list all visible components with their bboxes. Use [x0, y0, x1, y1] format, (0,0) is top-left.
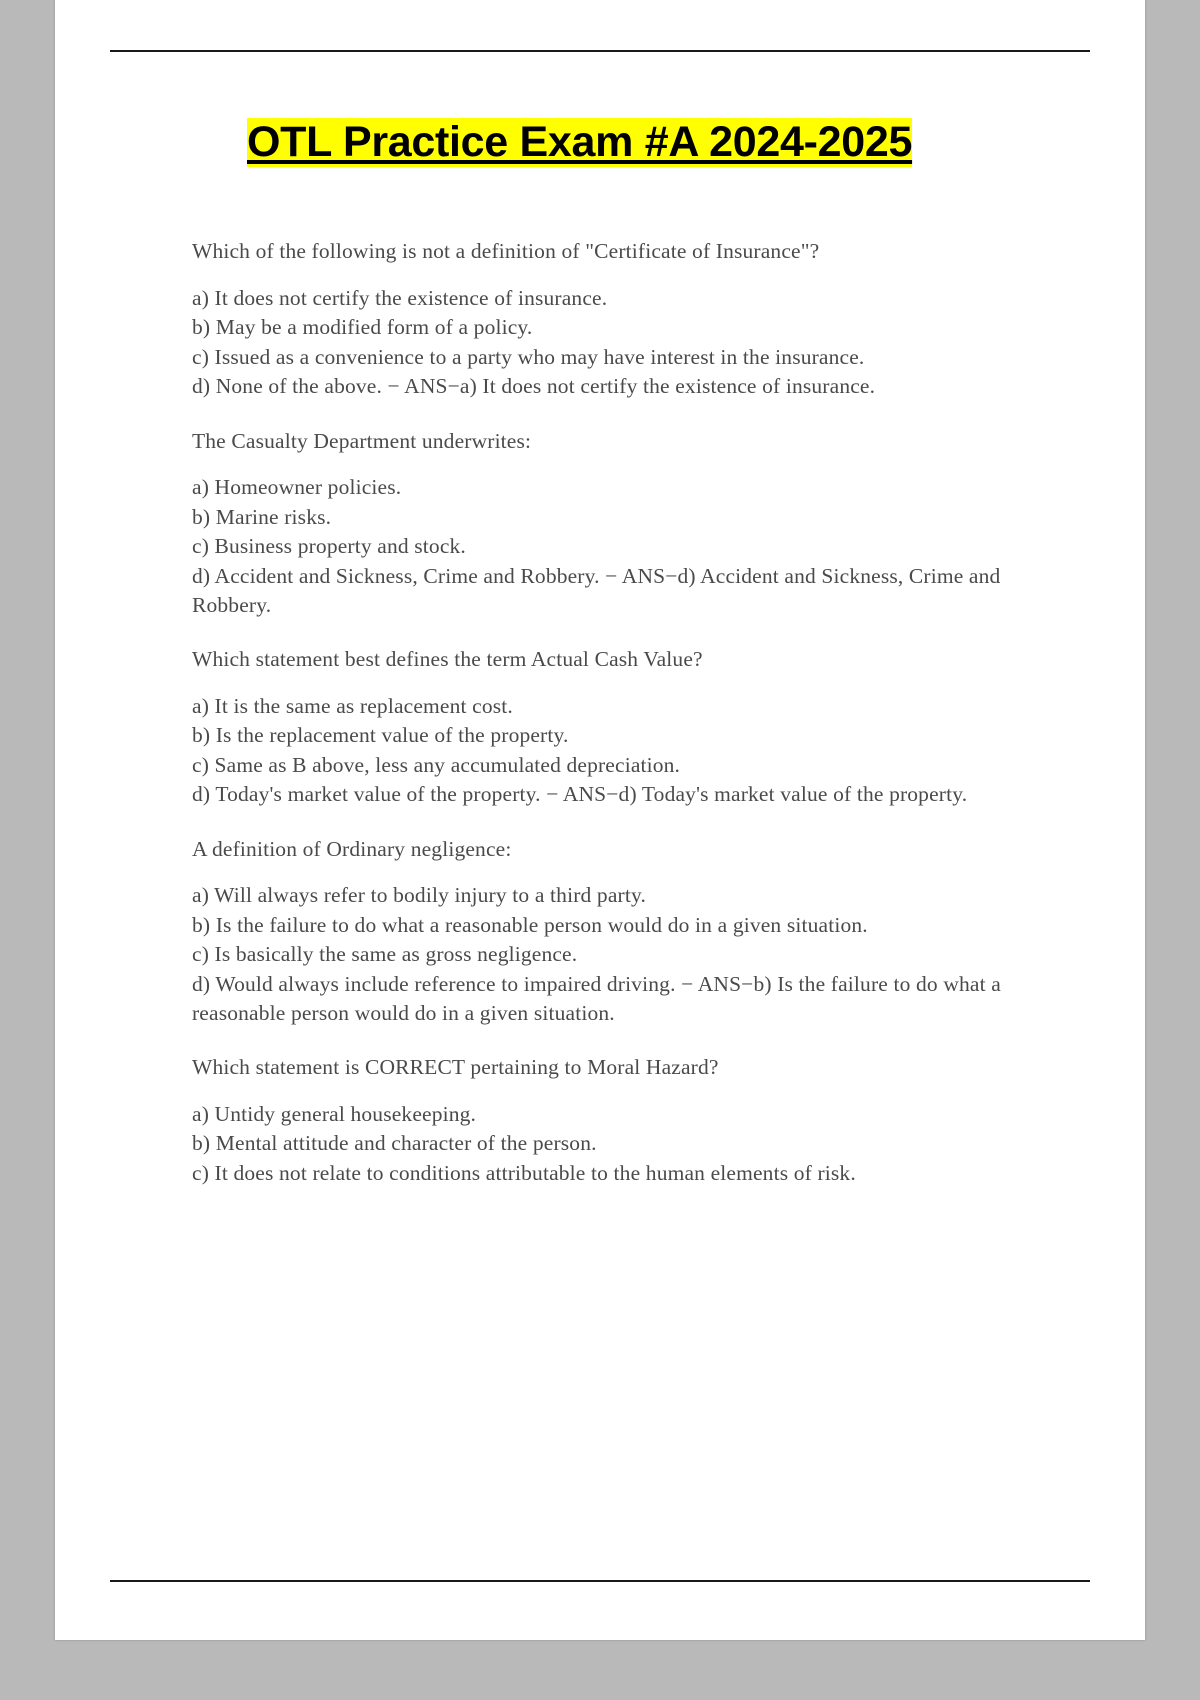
- question-option: c) Issued as a convenience to a party who may have interest in the insurance.: [192, 344, 865, 369]
- question-option-answer: d) None of the above. − ANS−a) It does not certify the existence of insurance.: [192, 374, 876, 399]
- question-option: c) Same as B above, less any accumulated depreciation.: [192, 752, 681, 777]
- question-option: b) Is the failure to do what a reasonable person would do in a given situation.: [192, 912, 868, 937]
- question-option-answer: d) Accident and Sickness, Crime and Robbery. − ANS−d) Accident and Sickness, Crime and Robbery.: [192, 563, 1001, 617]
- question-option: c) Is basically the same as gross negligence.: [192, 942, 578, 967]
- page-title: OTL Practice Exam #A 2024-2025: [247, 118, 913, 166]
- question-block: [192, 427, 1055, 621]
- footer-divider: [110, 1580, 1090, 1582]
- question-option: a) It does not certify the existence of insurance.: [192, 285, 608, 310]
- question-option: b) Marine risks.: [192, 504, 332, 529]
- question-option: b) Mental attitude and character of the person.: [192, 1131, 597, 1156]
- question-option: a) It is the same as replacement cost.: [192, 693, 513, 718]
- question-option: c) It does not relate to conditions attributable to the human elements of risk.: [192, 1160, 856, 1185]
- exam-questions: [192, 237, 1055, 1188]
- question-block: [192, 645, 1055, 809]
- question-block: [192, 237, 1055, 401]
- question-stem: Which statement best defines the term Actual Cash Value?: [192, 647, 703, 672]
- question-option: a) Will always refer to bodily injury to a third party.: [192, 883, 646, 908]
- question-stem: The Casualty Department underwrites:: [192, 428, 532, 453]
- question-stem: Which statement is CORRECT pertaining to Moral Hazard?: [192, 1055, 719, 1080]
- document-page: [55, 0, 1145, 1640]
- question-option: b) Is the replacement value of the property.: [192, 723, 569, 748]
- question-stem: Which of the following is not a definition of "Certificate of Insurance"?: [192, 239, 820, 264]
- header-divider: [110, 50, 1090, 52]
- document-content: [192, 118, 1055, 1213]
- question-option-answer: d) Would always include reference to impaired driving. − ANS−b) Is the failure to do what a reasonable person would do in a given situation.: [192, 971, 1001, 1025]
- question-stem: A definition of Ordinary negligence:: [192, 836, 512, 861]
- question-block: [192, 835, 1055, 1029]
- question-option-answer: d) Today's market value of the property. − ANS−d) Today's market value of the property.: [192, 782, 968, 807]
- question-option: c) Business property and stock.: [192, 534, 466, 559]
- question-block: [192, 1053, 1055, 1188]
- question-option: a) Untidy general housekeeping.: [192, 1101, 477, 1126]
- question-option: a) Homeowner policies.: [192, 475, 402, 500]
- question-option: b) May be a modified form of a policy.: [192, 315, 533, 340]
